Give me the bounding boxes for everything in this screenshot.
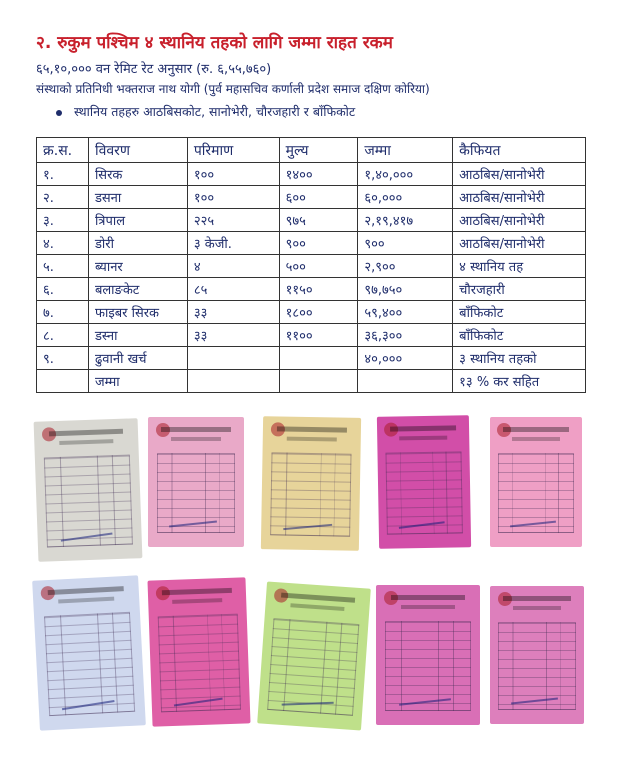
cell-description: सिरक [88,163,187,186]
cell-quantity: ४ [187,255,279,278]
receipt-ruled-lines [386,451,463,534]
cell-quantity [187,370,279,393]
receipt-ruled-lines [270,452,352,536]
receipt-ruled-lines [498,622,575,710]
cell-price: ११५० [279,278,358,301]
cell-remarks: बाँफिकोट [453,324,586,347]
cell-remarks: चौरजहारी [453,278,586,301]
cell-description: त्रिपाल [88,209,187,232]
cell-serial: ६. [37,278,89,301]
cell-total: ६०,००० [358,186,453,209]
cell-quantity: ८५ [187,278,279,301]
receipt-subheader [59,597,114,604]
cell-quantity: १०० [187,163,279,186]
cell-total: २,१९,४१७ [358,209,453,232]
cell-price: ६०० [279,186,358,209]
receipt-ruled-lines [44,612,136,716]
cell-description: फाइबर सिरक [88,301,187,324]
cell-total: ५९,४०० [358,301,453,324]
cell-serial: २. [37,186,89,209]
cell-serial: ९. [37,347,89,370]
header-price: मुल्य [279,138,358,163]
header-quantity: परिमाण [187,138,279,163]
table-row [37,232,586,255]
cell-price: ९०० [279,232,358,255]
cell-price: ५०० [279,255,358,278]
cell-serial: ५. [37,255,89,278]
subtitle: ६५,१०,००० वन रेमिट रेट अनुसार (रु. ६,५५,७६०) [36,62,272,77]
receipt-pink-4 [376,585,480,725]
receipt-ruled-lines [498,453,573,533]
table-row [37,186,586,209]
cell-description: जम्मा [88,370,187,393]
receipt-header [277,426,348,432]
table-row [37,209,586,232]
cell-quantity: २२५ [187,209,279,232]
table-row [37,324,586,347]
receipt-header [503,596,571,601]
cell-remarks: आठबिस/सानोभेरी [453,209,586,232]
cell-remarks: आठबिस/सानोभेरी [453,232,586,255]
receipt-header [503,427,569,432]
table-row [37,278,586,301]
cell-price [279,370,358,393]
cell-quantity [187,347,279,370]
receipt-subheader [401,605,455,609]
cell-serial: १. [37,163,89,186]
cell-remarks: आठबिस/सानोभेरी [453,186,586,209]
receipt-header [391,595,466,600]
cell-price [279,347,358,370]
cell-price: ११०० [279,324,358,347]
cell-total: ४०,००० [358,347,453,370]
header-total: जम्मा [358,138,453,163]
bullet-text: स्थानिय तहहरु आठबिसकोट, सानोभेरी, चौरजहारी र बाँफिकोट [74,104,356,119]
cell-quantity: १०० [187,186,279,209]
receipt-header [48,429,123,437]
receipt-ruled-lines [44,455,132,548]
page-title: २. रुकुम पश्चिम ४ स्थानिय तहको लागि जम्मा राहत रकम [36,33,393,53]
cell-description: डोरी [88,232,187,255]
cell-remarks: ३ स्थानिय तहको [453,347,586,370]
receipt-blue [32,575,146,730]
receipt-ruled-lines [157,453,236,533]
cell-serial: ८. [37,324,89,347]
receipt-header [281,593,356,603]
receipt-subheader [171,437,221,441]
bullet-dot-icon [56,110,62,116]
table-row [37,347,586,370]
cell-serial: ७. [37,301,89,324]
cell-total [358,370,453,393]
table-row [37,301,586,324]
header-remarks: कैफियत [453,138,586,163]
receipt-ruled-lines [267,618,358,716]
cell-description: बलाङकेट [88,278,187,301]
cell-total: ९७,७५० [358,278,453,301]
receipt-subheader [286,437,337,442]
receipt-pink-2 [490,417,582,547]
receipt-header [47,586,124,595]
header-description: विवरण [88,138,187,163]
cell-total: १,४०,००० [358,163,453,186]
cell-serial [37,370,89,393]
cell-description: डसना [88,186,187,209]
representative-line: संस्थाको प्रतिनिधी भक्तराज नाथ योगी (पुर्व महासचिव कर्णाली प्रदेश समाज दक्षिण कोरिया) [36,82,430,96]
cell-description: ढुवानी खर्च [88,347,187,370]
receipt-header [161,427,230,432]
receipt-header [162,588,233,595]
cell-price: १८०० [279,301,358,324]
table-header-row [37,138,586,163]
cell-remarks: बाँफिकोट [453,301,586,324]
receipt-ruled-lines [385,621,470,711]
receipt-green [257,582,371,731]
receipt-subheader [59,439,113,445]
receipt-pink-3 [147,577,250,726]
table-row [37,370,586,393]
cell-description: डस्ना [88,324,187,347]
receipt-nepal-sirak-suppliers [34,418,143,562]
relief-table [36,137,586,393]
cell-remarks: १३ % कर सहित [453,370,586,393]
receipt-magenta [377,415,471,549]
cell-total: २,९०० [358,255,453,278]
receipt-ruled-lines [158,614,242,713]
receipt-subheader [290,603,344,611]
receipt-subheader [513,606,562,610]
cell-remarks: ४ स्थानिय तह [453,255,586,278]
table-row [37,255,586,278]
cell-quantity: ३३ [187,324,279,347]
receipt-pink-5 [490,586,584,724]
cell-total: ३६,३०० [358,324,453,347]
cell-description: ब्यानर [88,255,187,278]
cell-quantity: ३३ [187,301,279,324]
receipt-pink-1 [148,417,244,547]
receipt-header [390,425,456,431]
receipt-yellow [261,416,361,551]
receipt-subheader [512,437,560,441]
cell-remarks: आठबिस/सानोभेरी [453,163,586,186]
cell-quantity: ३ केजी. [187,232,279,255]
cell-serial: ४. [37,232,89,255]
receipt-subheader [172,598,223,604]
bullet-item [56,103,355,120]
cell-total: ९०० [358,232,453,255]
header-serial: क्र.स. [37,138,89,163]
receipt-subheader [399,436,447,441]
cell-price: १४०० [279,163,358,186]
table-row [37,163,586,186]
cell-price: ९७५ [279,209,358,232]
cell-serial: ३. [37,209,89,232]
